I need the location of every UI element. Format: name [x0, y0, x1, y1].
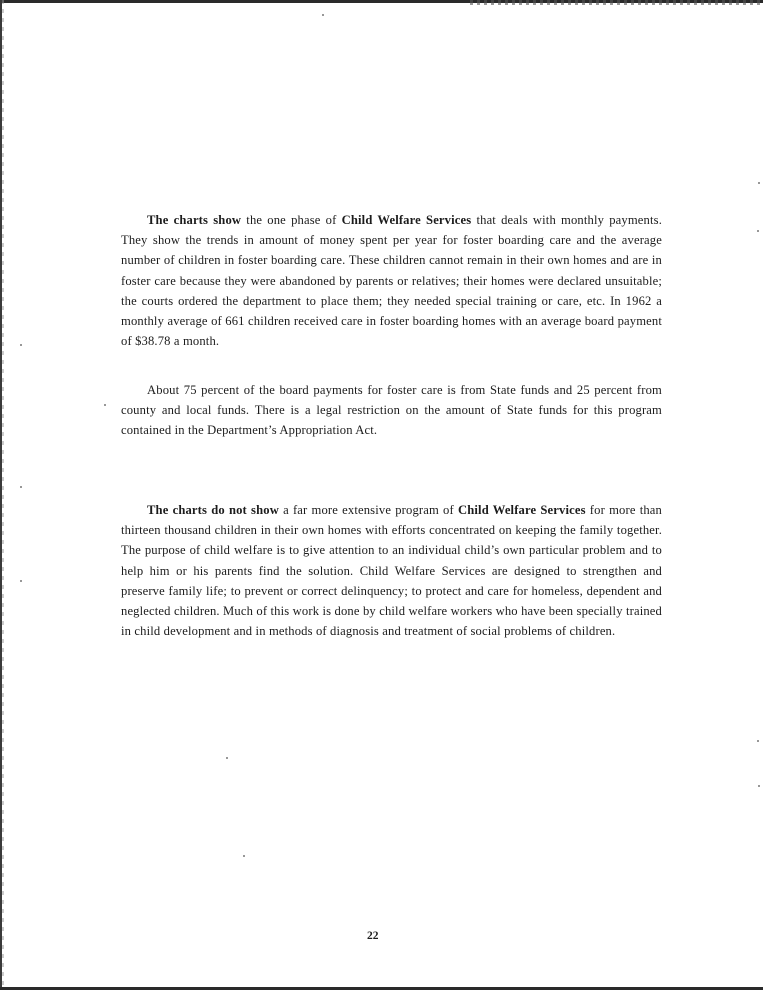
- emphasis-phrase: Child Welfare Services: [458, 503, 586, 517]
- paragraph-text: a far more extensive program of: [278, 503, 458, 517]
- emphasis-phrase: Child Welfare Services: [341, 213, 472, 227]
- scan-edge-top-noise: [470, 0, 763, 5]
- scan-speck: [243, 855, 245, 857]
- paragraph-text: for more than thirteen thousand children in their own homes with efforts concentrated on keeping the family together. The purpose of child welfare is to give attention to an individual child’s own particular problem and to help him or his parents find the solution. Child Welfare Services are designed to strengthen and preserve family life; to prevent or correct delinquency; to protect and care for homeless, dependent and neglected children. Much of this work is done by child welfare workers who have been specially trained in child development and in methods of diagnosis and treatment of social problems of children.: [121, 503, 662, 639]
- scan-edge-left-noise: [2, 0, 4, 990]
- paragraph-text: About 75 percent of the board payments for foster care is from State funds and 25 percent from county and local funds. There is a legal restriction on the amount of State funds for this program contained in the Department’s Appropriation Act.: [121, 383, 662, 438]
- scan-speck: [322, 14, 324, 16]
- paragraph-funding: [121, 380, 662, 441]
- scan-speck: [20, 486, 22, 488]
- lead-phrase: The charts show: [147, 213, 242, 227]
- scan-speck: [757, 740, 759, 742]
- scan-speck: [226, 757, 228, 759]
- paragraph-text: the one phase of: [241, 213, 342, 227]
- scan-speck: [758, 182, 760, 184]
- scan-speck: [104, 404, 106, 406]
- scan-speck: [20, 344, 22, 346]
- lead-phrase: The charts do not show: [147, 503, 279, 517]
- paragraph-text: that deals with monthly payments. They show the trends in amount of money spent per year for foster boarding care and the average number of children in foster boarding care. These children cannot remain in their own homes and are in foster care because they were abandoned by parents or relatives; their homes were declared unsuitable; the courts ordered the department to place them; they needed special training or care, etc. In 1962 a monthly average of 661 children received care in foster boarding homes with an average board payment of $38.78 a month.: [121, 213, 662, 349]
- paragraph-foster-care: [121, 210, 662, 351]
- scan-speck: [758, 785, 760, 787]
- scan-speck: [757, 230, 759, 232]
- paragraph-extensive-program: [121, 500, 662, 641]
- page-number: 22: [367, 930, 379, 942]
- scan-speck: [20, 580, 22, 582]
